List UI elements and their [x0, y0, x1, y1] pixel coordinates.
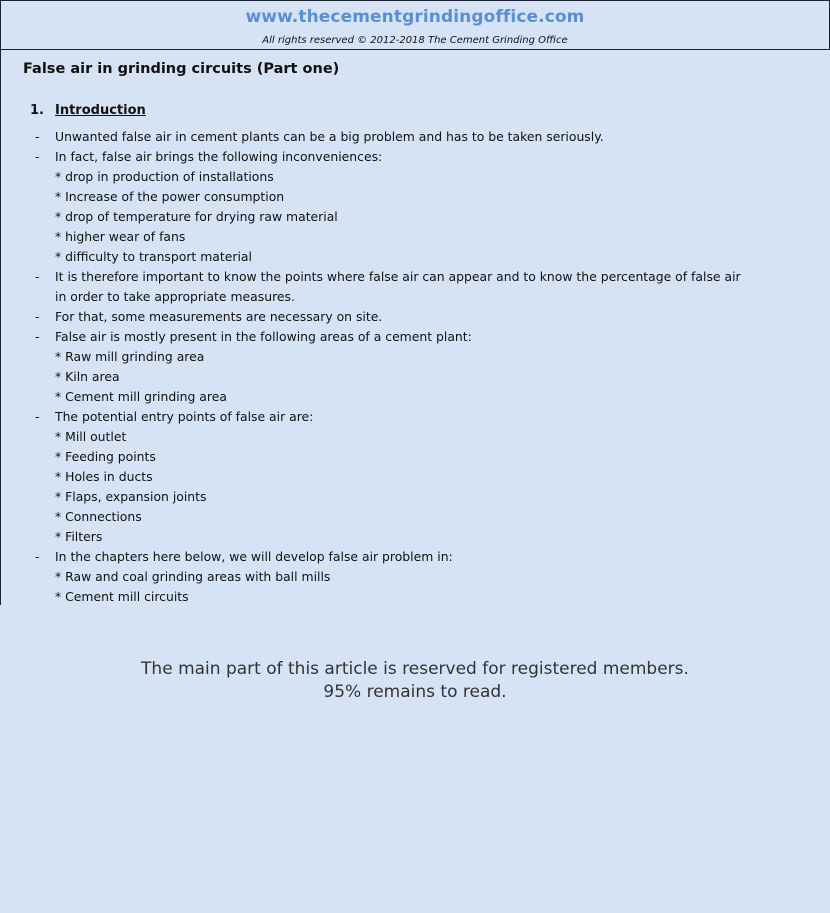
- line-text: Unwanted false air in cement plants can be a big problem and has to be taken seriously.: [55, 129, 604, 144]
- line-text: False air is mostly present in the following areas of a cement plant:: [55, 329, 472, 344]
- section-number: 1.: [30, 103, 44, 118]
- article-line: [0, 267, 830, 287]
- article-line: [0, 547, 830, 567]
- bullet-dash: -: [35, 309, 40, 324]
- article-line: [0, 147, 830, 167]
- bullet-dash: -: [35, 549, 40, 564]
- article-line: [0, 567, 830, 587]
- article-line: [0, 367, 830, 387]
- line-text: It is therefore important to know the points where false air can appear and to know the percentage of false air: [55, 269, 741, 284]
- article-line: [0, 407, 830, 427]
- article-title: False air in grinding circuits (Part one): [23, 61, 340, 77]
- article-line: [0, 467, 830, 487]
- line-text: in order to take appropriate measures.: [55, 289, 295, 304]
- site-url-link[interactable]: www.thecementgrindingoffice.com: [245, 7, 585, 27]
- article-line: [0, 127, 830, 147]
- article-line: [0, 347, 830, 367]
- line-text: * drop of temperature for drying raw material: [55, 209, 338, 224]
- article-line: [0, 527, 830, 547]
- article-line: [0, 187, 830, 207]
- line-text: In the chapters here below, we will develop false air problem in:: [55, 549, 453, 564]
- line-text: For that, some measurements are necessary on site.: [55, 309, 383, 324]
- article-line: [0, 327, 830, 347]
- members-only-notice: [0, 658, 830, 704]
- bullet-dash: -: [35, 329, 40, 344]
- page-header: [0, 0, 830, 50]
- article-line: [0, 507, 830, 527]
- line-text: * Cement mill circuits: [55, 589, 189, 604]
- article-line: [0, 447, 830, 467]
- section-heading: [30, 103, 146, 118]
- copyright-notice: All rights reserved © 2012-2018 The Cement Grinding Office: [262, 35, 568, 46]
- article-line: [0, 207, 830, 227]
- article-line: [0, 227, 830, 247]
- remaining-notice-line: 95% remains to read.: [323, 682, 507, 702]
- bullet-dash: -: [35, 129, 40, 144]
- article-body: [0, 127, 830, 607]
- line-text: * Raw and coal grinding areas with ball mills: [55, 569, 331, 584]
- line-text: * Feeding points: [55, 449, 156, 464]
- section-title: Introduction: [55, 103, 146, 118]
- bullet-dash: -: [35, 269, 40, 284]
- line-text: * Raw mill grinding area: [55, 349, 205, 364]
- line-text: * drop in production of installations: [55, 169, 274, 184]
- members-notice-line: The main part of this article is reserved for registered members.: [141, 659, 689, 679]
- line-text: * difficulty to transport material: [55, 249, 252, 264]
- line-text: * Filters: [55, 529, 103, 544]
- article-line: [0, 387, 830, 407]
- bullet-dash: -: [35, 409, 40, 424]
- article-line: [0, 247, 830, 267]
- line-text: * Connections: [55, 509, 142, 524]
- line-text: * Kiln area: [55, 369, 120, 384]
- bullet-dash: -: [35, 149, 40, 164]
- line-text: * higher wear of fans: [55, 229, 186, 244]
- article-line: [0, 167, 830, 187]
- line-text: * Flaps, expansion joints: [55, 489, 207, 504]
- line-text: The potential entry points of false air are:: [55, 409, 314, 424]
- line-text: * Cement mill grinding area: [55, 389, 227, 404]
- article-line: [0, 587, 830, 607]
- line-text: * Mill outlet: [55, 429, 127, 444]
- article-line: [0, 427, 830, 447]
- article-line: [0, 287, 830, 307]
- line-text: * Increase of the power consumption: [55, 189, 285, 204]
- article-line: [0, 307, 830, 327]
- line-text: In fact, false air brings the following inconveniences:: [55, 149, 383, 164]
- article-line: [0, 487, 830, 507]
- line-text: * Holes in ducts: [55, 469, 153, 484]
